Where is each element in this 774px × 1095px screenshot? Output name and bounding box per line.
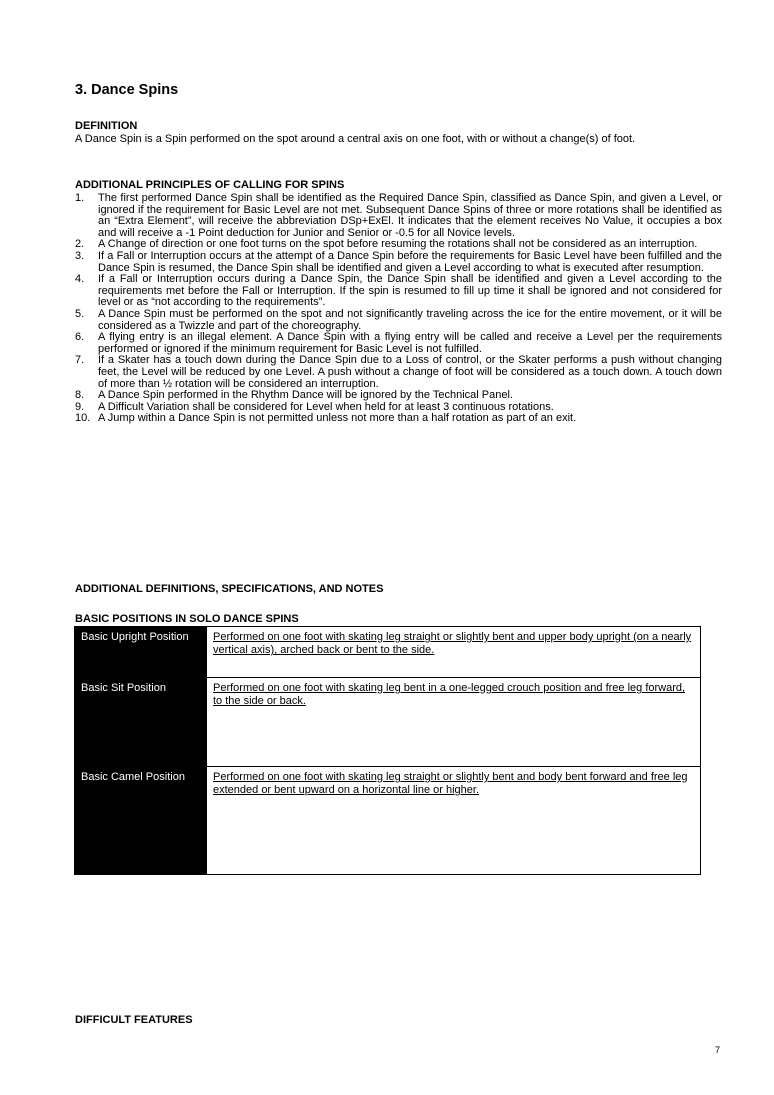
position-label: Basic Camel Position — [75, 767, 207, 875]
list-item: 2. A Change of direction or one foot turns on the spot before resuming the rotations shall not be considered as an interruption. — [75, 238, 698, 251]
definition-text: A Dance Spin is a Spin performed on the spot around a central axis on one foot, with or without a change(s) of foot. — [75, 133, 636, 145]
list-item: 7. If a Skater has a touch down during the Dance Spin due to a Loss of control, or the Skater performs a push without changing feet, the Level will be reduced by one Level. A push without a change of foot will be considered as a touch down. A touch down of more than ½ rotation will be considered an interruption. — [75, 354, 722, 390]
basic-positions-table — [74, 626, 701, 875]
list-item: 3. If a Fall or Interruption occurs at the attempt of a Dance Spin before the requirements for Basic Level have been fulfilled and the Dance Spin is resumed, the Dance Spin shall be identified and given a Level according to what is executed after resumption. — [75, 249, 722, 274]
additional-heading: ADDITIONAL DEFINITIONS, SPECIFICATIONS, AND NOTES — [75, 583, 384, 595]
difficult-features-heading: DIFFICULT FEATURES — [75, 1014, 193, 1026]
section-title: 3. Dance Spins — [75, 82, 179, 98]
definition-heading: DEFINITION — [75, 120, 138, 132]
position-label: Basic Upright Position — [75, 627, 207, 678]
page-number: 7 — [714, 1045, 720, 1055]
position-description: Performed on one foot with skating leg bent in a one-legged crouch position and free leg forward, to the side or back. — [207, 678, 701, 767]
table-row — [75, 627, 701, 678]
list-item: 8. A Dance Spin performed in the Rhythm Dance will be ignored by the Technical Panel. — [75, 389, 513, 402]
position-label: Basic Sit Position — [75, 678, 207, 767]
position-description: Performed on one foot with skating leg straight or slightly bent and body bent forward and free leg extended or bent upward on a horizontal line or higher. — [207, 767, 701, 875]
list-item: 9. A Difficult Variation shall be considered for Level when held for at least 3 continuous rotations. — [75, 400, 554, 413]
list-item: 10. A Jump within a Dance Spin is not permitted unless not more than a half rotation as part of an exit. — [75, 412, 577, 425]
list-item: 6. A flying entry is an illegal element. A Dance Spin with a flying entry will be called and receive a Level per the requirements performed or ignored if the minimum requirement for Basic Level is not fulfilled. — [75, 331, 722, 355]
list-item: 4. If a Fall or Interruption occurs during a Dance Spin, the Dance Spin shall be identified and given a Level according to the requirements met before the Fall or Interruption. If the spin is resumed to fill up time it shall be ignored and not considered for level or as “not according to the requirements”. — [75, 273, 722, 309]
principles-heading: ADDITIONAL PRINCIPLES OF CALLING FOR SPINS — [75, 179, 345, 191]
position-description: Performed on one foot with skating leg straight or slightly bent and upper body upright (on a nearly vertical axis), arched back or bent to the side. — [207, 627, 701, 678]
list-item: 1. The first performed Dance Spin shall be identified as the Required Dance Spin, classified as Dance Spin, and given a Level, or ignored if the requirement for Basic Level are not met. Subsequent Dance Spins of three or more rotations shall be identified as an “Extra Element”, will receive the abbreviation DSp+ExEl. It indicates that the element receives No Value, it occupies a box and will receive a -1 Point deduction for Junior and Senior or -0.5 for all Novice levels. — [75, 192, 722, 239]
basic-positions-heading: BASIC POSITIONS IN SOLO DANCE SPINS — [75, 613, 299, 625]
principles-list — [75, 193, 722, 425]
table-row — [75, 767, 701, 875]
list-item: 5. A Dance Spin must be performed on the spot and not significantly traveling across the ice for the entire movement, or it will be considered as a Twizzle and part of the choreography. — [75, 307, 722, 332]
table-row — [75, 678, 701, 767]
